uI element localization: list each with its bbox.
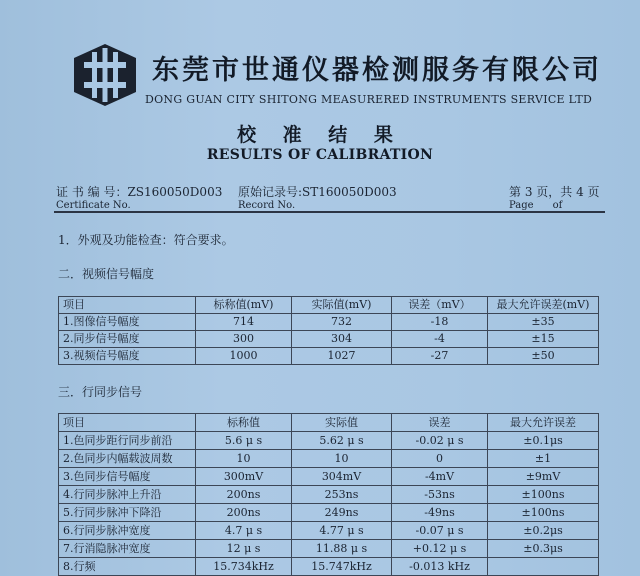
table-cell: ±9mV <box>488 468 599 486</box>
table-cell: 12 μ s <box>196 540 292 558</box>
table-cell: 15.747kHz <box>292 558 392 576</box>
table-cell: 10 <box>292 450 392 468</box>
table-row <box>59 558 599 576</box>
video-amplitude-table <box>58 296 599 365</box>
company-name-cn: 东莞市世通仪器检测服务有限公司 <box>152 55 602 86</box>
table-cell: 11.88 μ s <box>292 540 392 558</box>
table-header-cell: 标称值 <box>196 414 292 432</box>
table-cell: 304 <box>292 331 392 348</box>
table-cell: 732 <box>292 314 392 331</box>
table-cell: 253ns <box>292 486 392 504</box>
table-cell: +0.12 μ s <box>392 540 488 558</box>
page-indicator: 第 3 页，共 4 页 <box>509 185 600 199</box>
table-cell: 300mV <box>196 468 292 486</box>
table-header-cell: 误差 <box>392 414 488 432</box>
table-row <box>59 468 599 486</box>
table-row <box>59 450 599 468</box>
table-cell: 2.色同步内幅载波周数 <box>59 450 196 468</box>
table-cell: 0 <box>392 450 488 468</box>
section-2-heading: 二．视频信号幅度 <box>58 267 155 281</box>
table-header-cell: 实际值 <box>292 414 392 432</box>
table-cell: 5.6 μ s <box>196 432 292 450</box>
table-cell: -0.07 μ s <box>392 522 488 540</box>
company-name-en: DONG GUAN CITY SHITONG MEASURERED INSTRUMENTS SERVICE LTD <box>145 93 593 106</box>
title-en: RESULTS OF CALIBRATION <box>206 147 434 163</box>
section-3-heading: 三．行同步信号 <box>58 385 143 399</box>
table-cell: -27 <box>392 348 488 365</box>
table-cell: ±0.2μs <box>488 522 599 540</box>
table-cell: -0.013 kHz <box>392 558 488 576</box>
table-row <box>59 540 599 558</box>
line-sync-table <box>58 413 599 576</box>
table-header-cell: 实际值(mV) <box>292 297 392 314</box>
table-cell: 3.视频信号幅度 <box>59 348 196 365</box>
table-row <box>59 522 599 540</box>
table-cell: 4.77 μ s <box>292 522 392 540</box>
table-cell: 249ns <box>292 504 392 522</box>
table-cell: 5.行同步脉冲下降沿 <box>59 504 196 522</box>
table-row <box>59 331 599 348</box>
table-cell: -4mV <box>392 468 488 486</box>
record-number-en: Record No. <box>238 200 296 211</box>
table-header-cell: 项目 <box>59 297 196 314</box>
table-cell: 1.图像信号幅度 <box>59 314 196 331</box>
table-cell: ±0.3μs <box>488 540 599 558</box>
table-cell <box>488 558 599 576</box>
section-1-text: 1．外观及功能检查：符合要求。 <box>58 233 234 247</box>
table-cell: 1.色同步距行同步前沿 <box>59 432 196 450</box>
table-cell: 4.7 μ s <box>196 522 292 540</box>
certificate-number: 证 书 编 号：ZS160050D003 <box>56 185 223 199</box>
table-cell: ±50 <box>488 348 599 365</box>
table-cell: 714 <box>196 314 292 331</box>
header-divider <box>54 211 605 213</box>
table-cell: 1027 <box>292 348 392 365</box>
table-cell: ±100ns <box>488 504 599 522</box>
table-cell: 200ns <box>196 486 292 504</box>
table-cell: 8.行频 <box>59 558 196 576</box>
table-header-cell: 标称值(mV) <box>196 297 292 314</box>
table-cell: 2.同步信号幅度 <box>59 331 196 348</box>
table-cell: -0.02 μ s <box>392 432 488 450</box>
table-cell: -49ns <box>392 504 488 522</box>
table-header-cell: 误差（mV） <box>392 297 488 314</box>
table-row <box>59 314 599 331</box>
table-row <box>59 486 599 504</box>
table-cell: ±15 <box>488 331 599 348</box>
table-cell: 1000 <box>196 348 292 365</box>
table-cell: ±35 <box>488 314 599 331</box>
table-header-cell: 最大允许误差(mV) <box>488 297 599 314</box>
table-cell: 4.行同步脉冲上升沿 <box>59 486 196 504</box>
table-cell: -53ns <box>392 486 488 504</box>
table-cell: 304mV <box>292 468 392 486</box>
record-number: 原始记录号:ST160050D003 <box>238 185 397 199</box>
table-header-cell: 项目 <box>59 414 196 432</box>
page-indicator-en: Page of <box>509 200 563 211</box>
table-cell: 10 <box>196 450 292 468</box>
table-cell: 5.62 μ s <box>292 432 392 450</box>
certificate-number-en: Certificate No. <box>56 200 131 211</box>
title-cn: 校 准 结 果 <box>237 124 403 146</box>
table-cell: ±100ns <box>488 486 599 504</box>
table-cell: ±0.1μs <box>488 432 599 450</box>
table-cell: -18 <box>392 314 488 331</box>
company-logo <box>72 44 138 106</box>
table-row <box>59 348 599 365</box>
table-header-cell: 最大允许误差 <box>488 414 599 432</box>
table-cell: 7.行消隐脉冲宽度 <box>59 540 196 558</box>
table-cell: 200ns <box>196 504 292 522</box>
table-row <box>59 504 599 522</box>
table-cell: 3.色同步信号幅度 <box>59 468 196 486</box>
table-header-row <box>59 414 599 432</box>
table-cell: -4 <box>392 331 488 348</box>
table-cell: ±1 <box>488 450 599 468</box>
table-cell: 15.734kHz <box>196 558 292 576</box>
table-cell: 6.行同步脉冲宽度 <box>59 522 196 540</box>
table-cell: 300 <box>196 331 292 348</box>
table-row <box>59 432 599 450</box>
table-header-row <box>59 297 599 314</box>
